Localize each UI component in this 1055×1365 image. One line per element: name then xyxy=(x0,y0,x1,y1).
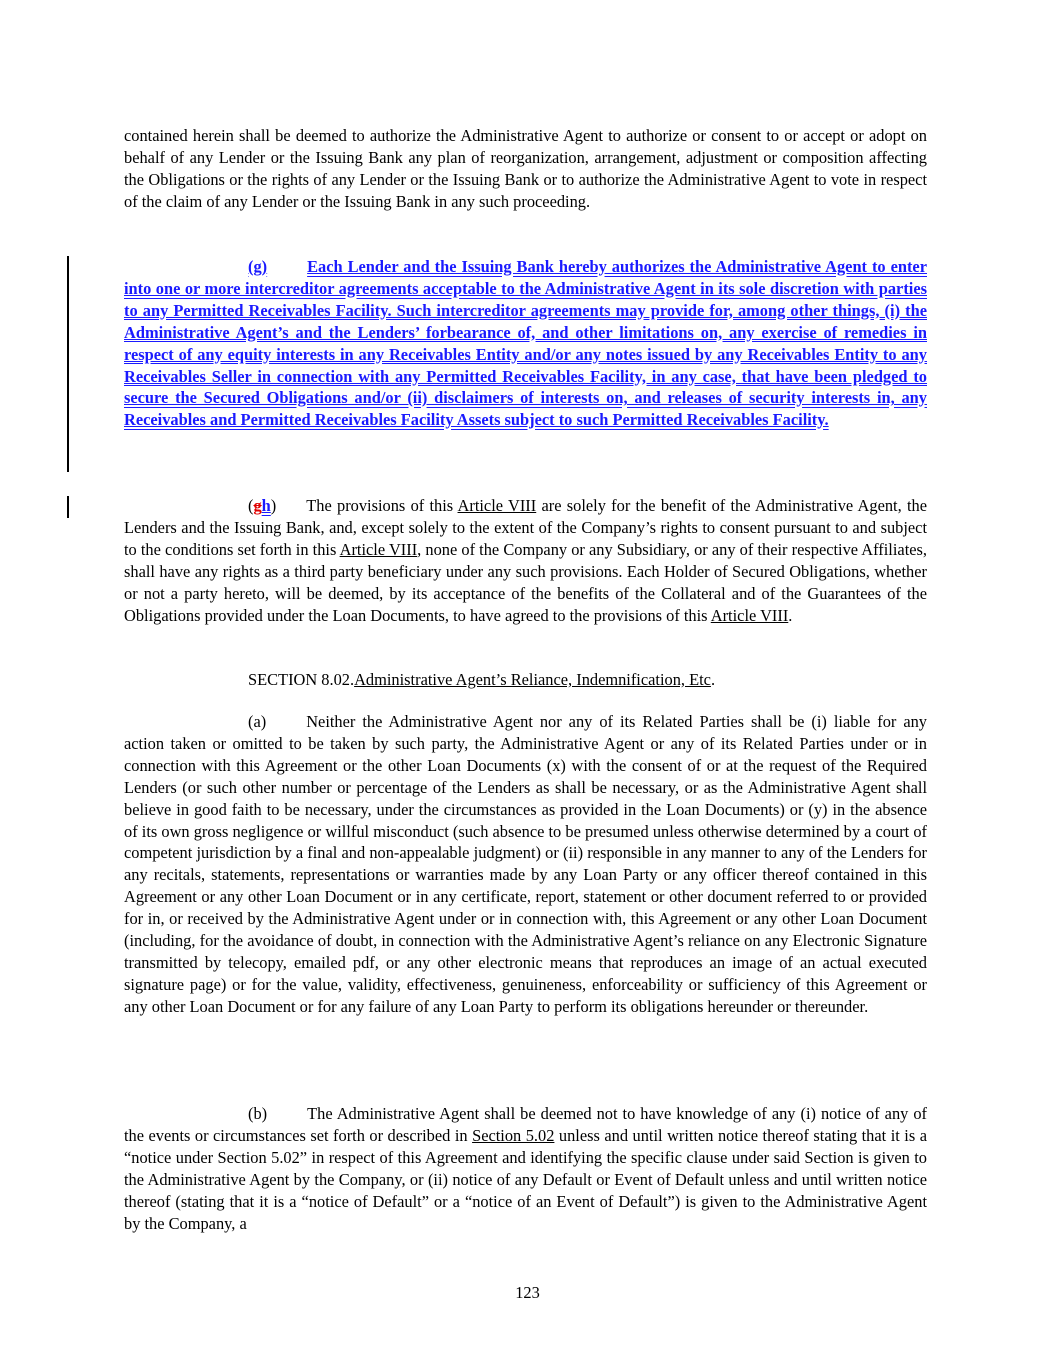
paragraph-g-text: Each Lender and the Issuing Bank hereby authorizes the Administrative Agent to enter into one or more intercreditor agreements acceptable to the Administrative Agent in its sole discretion with parties to any Permitted Receivables Facility. Such intercreditor agreements may provide for, among other things, (i) the Administrative Agent’s and the Lenders’ forbearance of, and other limitations on, any exercise of remedies in respect of any equity interests in any Receivables Entity and/or any notes issued by any Receivables Entity to any Receivables Seller in connection with any Permitted Receivables Facility, in any case, that have been pledged to secure the Secured Obligations and/or (ii) disclaimers of interests on, and releases of security interests in, any Receivables and Permitted Receivables Facility Assets subject to such Permitted Receivables Facility. xyxy=(124,257,927,430)
page-number: 123 xyxy=(515,1283,540,1302)
paragraph-h: (gh) The provisions of this Article VIII are solely for the benefit of the Administrative Agent, the Lenders and the Issuing Bank, and, except solely to the extent of the Company’s rights to consent pursuant to and subject to the conditions set forth in this Article VIII, none of the Company or any Subsidiary, or any of their respective Affiliates, shall have any rights as a third party beneficiary under any such provisions. Each Holder of Secured Obligations, whether or not a party hereto, will be deemed, by its acceptance of the benefits of the Collateral and of the Guarantees of the Obligations provided under the Loan Documents, to have agreed to the provisions of this Article VIII. xyxy=(124,496,927,625)
change-bar-h xyxy=(67,496,69,518)
change-bar xyxy=(67,256,69,472)
section-reference: Section 5.02 xyxy=(472,1125,555,1145)
clause-label-b: (b) xyxy=(248,1104,268,1123)
inserted-text: h xyxy=(261,496,271,515)
article-reference: Article VIII xyxy=(457,496,537,515)
section-number: SECTION 8.02. xyxy=(248,670,355,689)
paragraph-continuation xyxy=(124,125,927,213)
section-title: Administrative Agent’s Reliance, Indemnification, Etc xyxy=(354,670,711,689)
clause-label-g: (g) xyxy=(248,257,268,276)
clause-label-a: (a) xyxy=(248,712,267,731)
paragraph-text: contained herein shall be deemed to authorize the Administrative Agent to authorize or consent to or accept or adopt on behalf of any Lender or the Issuing Bank any plan of reorganization, arrangement, adjustment or composition affecting the Obligations or the rights of any Lender or the Issuing Bank or to authorize the Administrative Agent to vote in respect of the claim of any Lender or the Issuing Bank in any such proceeding. xyxy=(124,126,927,211)
article-reference: Article VIII xyxy=(710,605,789,625)
paragraph-g xyxy=(124,256,927,431)
paragraph-b: (b) The Administrative Agent shall be deemed not to have knowledge of any (i) notice of any of the events or circumstances set forth or described in Section 5.02 unless and until written notice thereof stating that it is a “notice under Section 5.02” in respect of this Agreement and identifying the specific clause under said Section is given to the Administrative Agent by the Company, or (ii) notice of any Default or Event of Default unless and until written notice thereof (stating that it is a “notice of Default” or a “notice of an Event of Default”) is given to the Administrative Agent by the Company, a xyxy=(124,1104,927,1233)
article-reference: Article VIII xyxy=(339,539,418,559)
deleted-text: g xyxy=(253,496,262,515)
paragraph-a: (a) Neither the Administrative Agent nor any of its Related Parties shall be (i) liable for any action taken or omitted to be taken by such party, the Administrative Agent or any of its Related Parties under or in connection with this Agreement or the other Loan Documents (x) with the consent of or at the request of the Required Lenders (or such other number or percentage of the Lenders as shall be necessary, or as the Administrative Agent shall believe in good faith to be necessary, under the circumstances as provided in the Loan Documents) or (y) in the absence of its own gross negligence or willful misconduct (such absence to be presumed unless otherwise determined by a court of competent jurisdiction by a final and non-appealable judgment) or (ii) responsible in any manner to any of the Lenders for any recitals, statements, representations or warranties made by any Loan Party or any officer thereof contained in this Agreement or any other Loan Document or in any certificate, report, statement or other document referred to or provided for in, or received by the Administrative Agent under or in connection with, this Agreement or any other Loan Document (including, for the avoidance of doubt, in connection with the Administrative Agent’s reliance on any Electronic Signature transmitted by telecopy, emailed pdf, or any other electronic means that reproduces an image of an actual executed signature page) or for the value, validity, effectiveness, genuineness, enforceability or sufficiency of this Agreement or any other Loan Document or for any failure of any Loan Party to perform its obligations hereunder or thereunder. xyxy=(124,712,927,1016)
section-heading: SECTION 8.02.Administrative Agent’s Reliance, Indemnification, Etc. xyxy=(248,670,716,689)
